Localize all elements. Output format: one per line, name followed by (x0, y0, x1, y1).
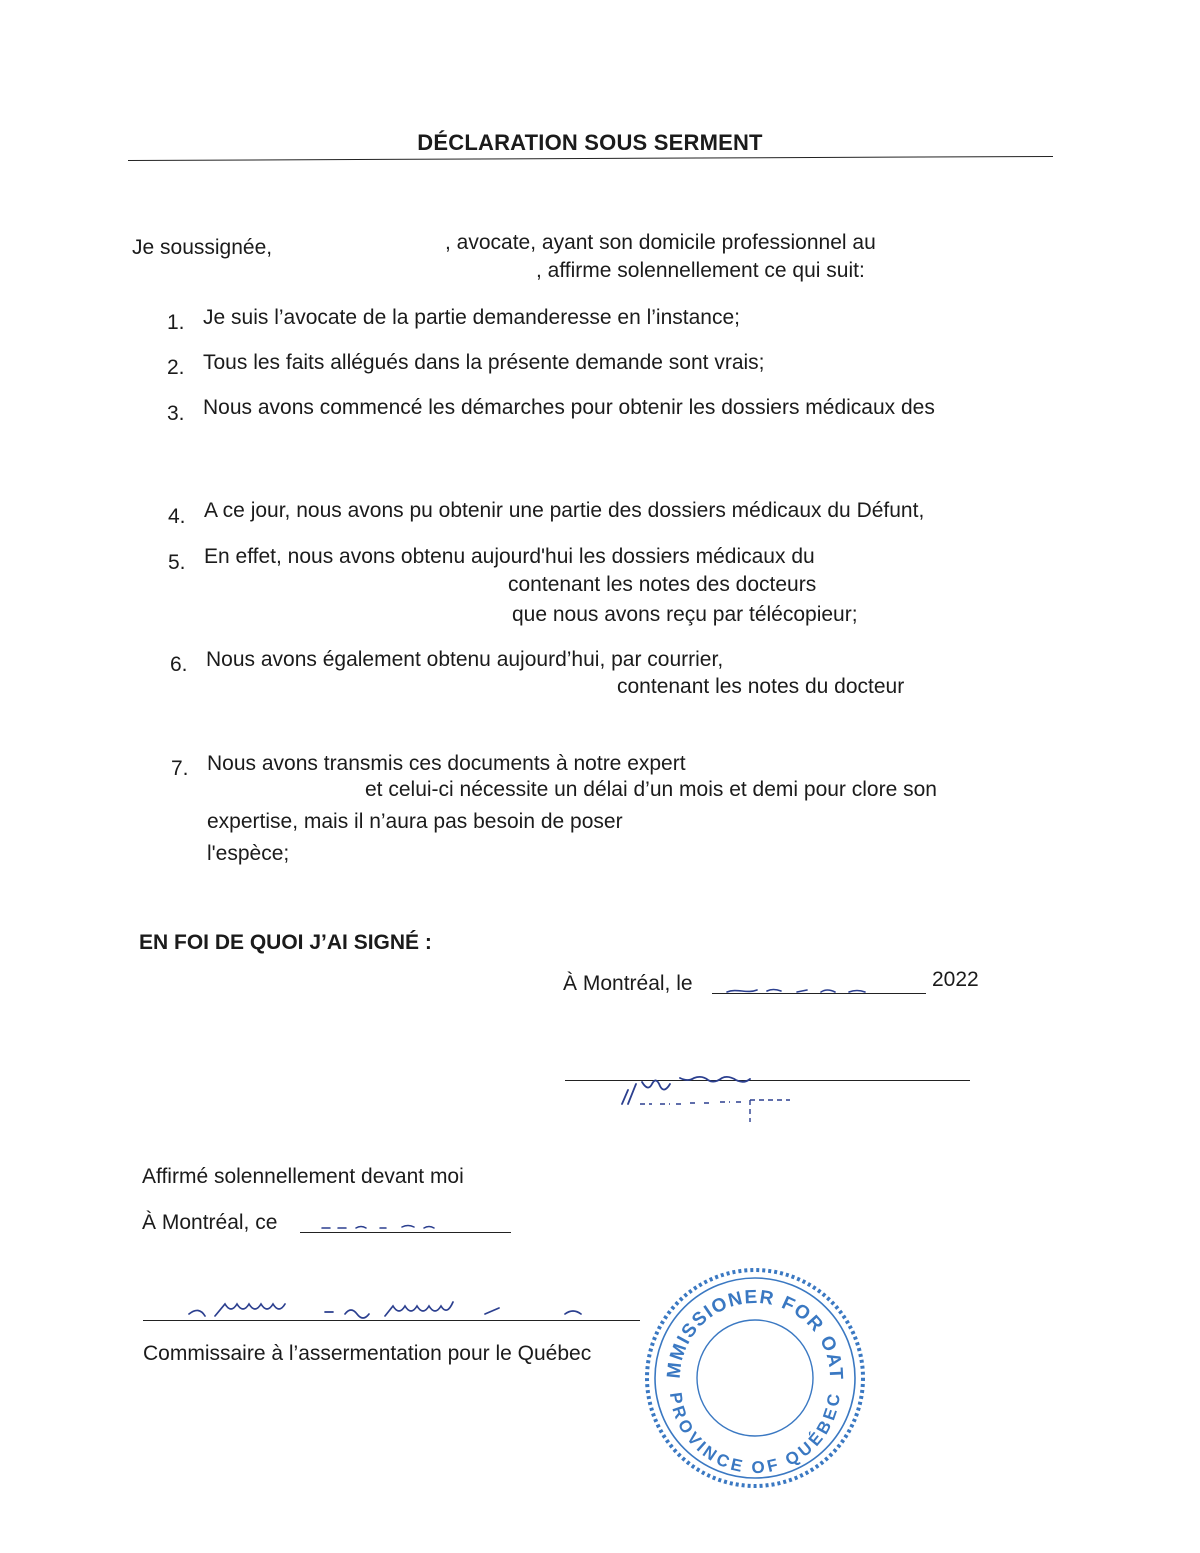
item-5-number: 5. (168, 551, 186, 574)
item-6-number: 6. (170, 653, 188, 676)
commissioner-signature (185, 1300, 605, 1324)
affirmed-place: À Montréal, ce (142, 1211, 278, 1234)
item-4-number: 4. (168, 505, 186, 528)
stamp-bottom-text: PROVINCE OF QUÉBEC (665, 1391, 845, 1478)
item-5-text-line3: que nous avons reçu par télécopieur; (512, 603, 858, 626)
item-1-text: Je suis l’avocate de la partie demanderesse en l’instance; (203, 306, 740, 329)
intro-text-start: Je soussignée, (132, 236, 273, 259)
commissioner-title: Commissaire à l’assermentation pour le Québec (143, 1342, 592, 1365)
commissioner-stamp (631, 1247, 870, 1493)
intro-text-affirmation: , affirme solennellement ce qui suit: (536, 259, 865, 282)
item-5-text-line2: contenant les notes des docteurs (508, 573, 817, 596)
item-2-text: Tous les faits allégués dans la présente demande sont vrais; (203, 351, 765, 374)
svg-text:COMMISSIONER FOR OATHS (632, 1247, 846, 1381)
signing-year: 2022 (932, 968, 979, 991)
affirmed-text: Affirmé solennellement devant moi (142, 1165, 464, 1188)
stamp-top-text: COMMISSIONER FOR OATHS (631, 1247, 847, 1382)
item-6-text-line2: contenant les notes du docteur (617, 675, 905, 698)
declarant-signature (580, 1066, 840, 1116)
item-3-text: Nous avons commencé les démarches pour obtenir les dossiers médicaux des (203, 396, 935, 419)
item-1-number: 1. (167, 311, 185, 334)
signature-heading: EN FOI DE QUOI J’AI SIGNÉ : (139, 931, 432, 954)
intro-text-continuation: , avocate, ayant son domicile professionnel au (445, 231, 876, 254)
item-4-text: A ce jour, nous avons pu obtenir une partie des dossiers médicaux du Défunt, (204, 499, 925, 522)
title-underline (128, 156, 1053, 161)
item-7-text-line3: expertise, mais il n’aura pas besoin de poser (207, 810, 623, 833)
item-5-text-line1: En effet, nous avons obtenu aujourd'hui les dossiers médicaux du (204, 545, 815, 568)
signing-place: À Montréal, le (563, 972, 693, 995)
item-7-text-line1: Nous avons transmis ces documents à notre expert (207, 752, 686, 775)
document-title: DÉCLARATION SOUS SERMENT (417, 130, 763, 155)
item-7-text-line4: l'espèce; (207, 842, 290, 865)
item-7-text-line2: et celui-ci nécessite un délai d’un mois et demi pour clore son (365, 778, 937, 801)
item-2-number: 2. (167, 356, 185, 379)
item-7-number: 7. (171, 757, 189, 780)
date-handwriting (725, 982, 875, 996)
item-3-number: 3. (167, 402, 185, 425)
affirmed-date-line (300, 1232, 511, 1233)
item-6-text-line1: Nous avons également obtenu aujourd’hui, par courrier, (206, 648, 724, 671)
affirmed-date-handwriting (320, 1220, 450, 1232)
